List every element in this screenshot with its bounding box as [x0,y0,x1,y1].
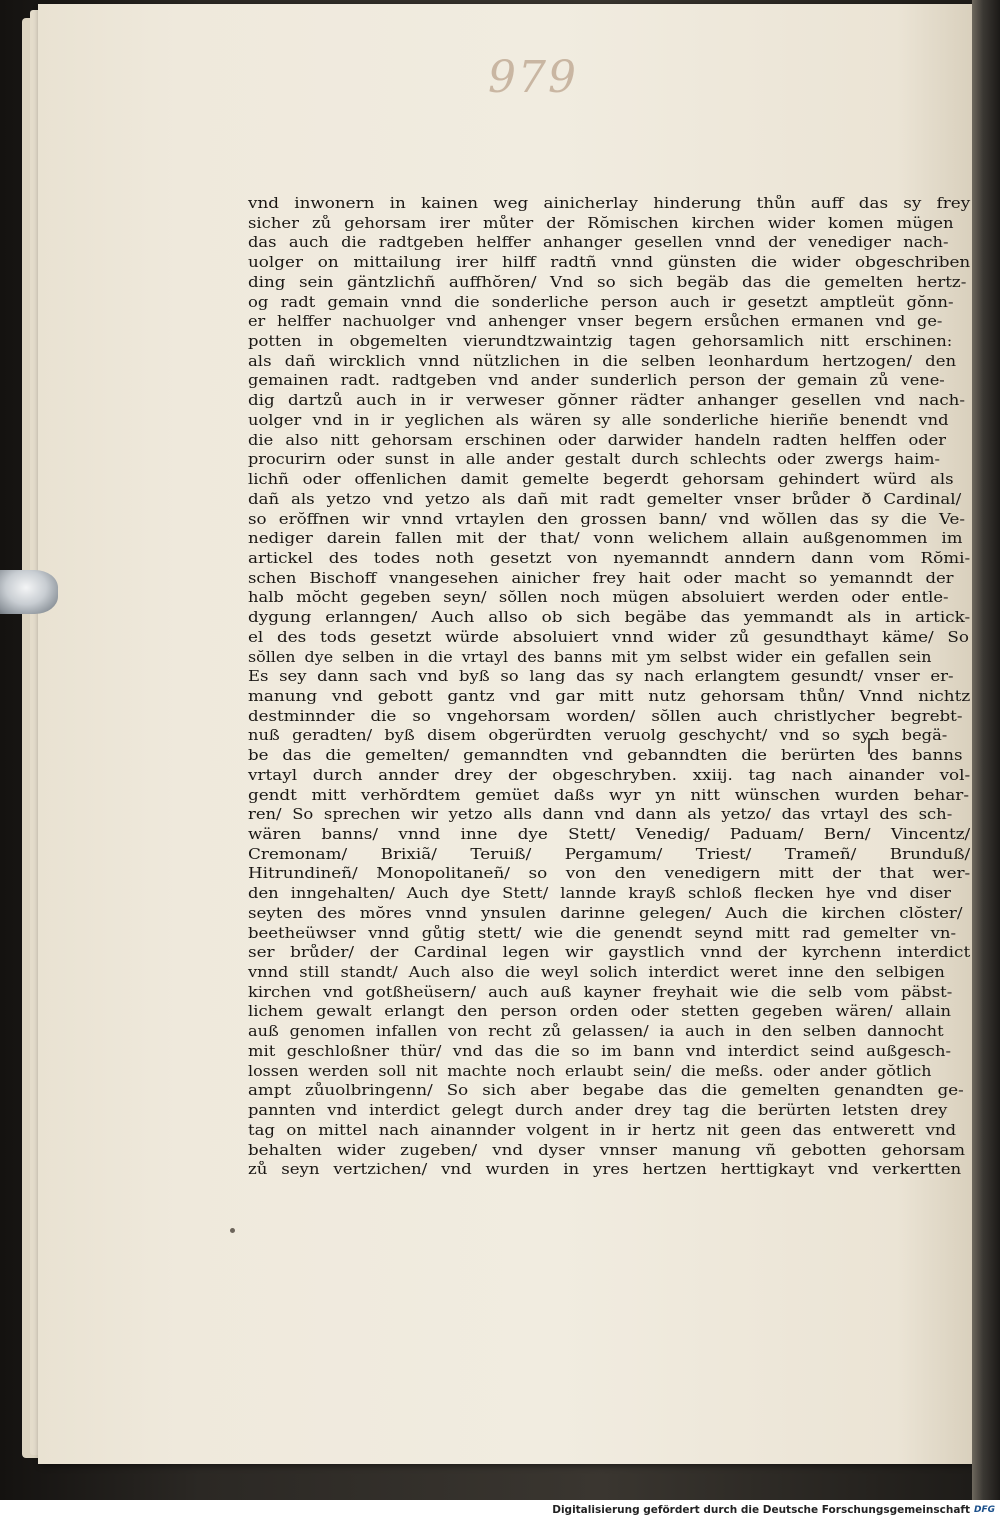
text-line: dañ als yetzo vnd yetzo als dañ mit radt gemelter vnser brůder ð Cardinal/ [248,490,962,508]
text-line: Cremonam/ Brixiã/ Teruiß/ Pergamum/ Triest/ Trameñ/ Brunduß/ [248,845,971,863]
footer-bar [0,1500,1000,1523]
text-line: nediger darein fallen mit der that/ vonn welichem allain außgenommen im [248,530,963,548]
text-line: gemainen radt. radtgeben vnd ander sunderlich person der gemain zů vene- [248,372,945,390]
text-line: beetheüwser vnnd gůtig stett/ wie die genendt seynd mitt rad gemelter vn- [248,924,957,942]
margin-mark [868,738,880,754]
text-line: wären banns/ vnnd inne dye Stett/ Venedig/ Paduam/ Bern/ Vincentz/ [248,826,971,843]
text-line: manung vnd gebott gantz vnd gar mitt nutz gehorsam thůn/ Vnnd nichtz [248,687,971,705]
text-line: be das die gemelten/ gemanndten vnd gebanndten die berürten des banns [248,747,963,765]
text-line: gendt mitt verhŏrdtem gemüet daßs wyr yn nitt wünschen wurden behar- [248,786,969,804]
text-line: schen Bischoff vnangesehen ainicher frey hait oder macht so yemanndt der [248,569,954,587]
text-line: dig dartzů auch in ir verweser gŏnner rädter anhanger gesellen vnd nach- [248,392,966,410]
text-line: das auch die radtgeben helffer anhanger gesellen vnnd der venediger nach- [248,234,949,252]
text-line: halb mŏcht gegeben seyn/ sŏllen noch mügen absoluiert werden oder entle- [248,589,949,607]
text-line: er helffer nachuolger vnd anhenger vnser begern ersůchen ermanen vnd ge- [248,313,943,331]
text-line: procurirn oder sunst in alle ander gestalt durch schlechts oder zwergs haim- [248,451,940,469]
text-line: el des tods gesetzt würde absoluiert vnnd wider zů gesundthayt käme/ So [248,628,969,646]
text-line: vnnd still standt/ Auch also die weyl solich interdict weret inne den selbigen [248,964,945,982]
text-line: lichem gewalt erlangt den person orden oder stetten gegeben wären/ allain [248,1003,952,1021]
blackletter-text-block [248,194,971,1180]
text-line: nuß geradten/ byß disem obgerürdten veruolg geschycht/ vnd so sych begä- [248,727,948,745]
book-spine-edge [972,0,1000,1500]
text-line: ser brůder/ der Cardinal legen wir gaystlich vnnd der kyrchenn interdict [248,944,971,962]
text-line: behalten wider zugeben/ vnd dyser vnnser manung vñ gebotten gehorsam [248,1141,966,1159]
text-line: Es sey dann sach vnd byß so lang das sy nach erlangtem gesundt/ vnser er- [248,668,954,686]
text-line: Hitrundineñ/ Monopolitaneñ/ so von den venedigern mitt der that wer- [248,865,971,883]
text-line: potten in obgemelten vierundtzwaintzig tagen gehorsamlich nitt erschinen: [248,333,953,351]
dfg-logo: DFG [973,1505,995,1515]
text-line: ampt zůuolbringenn/ So sich aber begabe das die gemelten genandten ge- [248,1082,964,1100]
text-line: lichñ oder offenlichen damit gemelte begerdt gehorsam gehindert würd als [248,471,954,489]
text-line: als dañ wircklich vnnd nützlichen in die selben leonhardum hertzogen/ den [248,352,957,370]
text-line: sŏllen dye selben in die vrtayl des banns mit ym selbst wider ein gefallen sein [248,648,932,666]
text-line: og radt gemain vnnd die sonderliche person auch ir gesetzt amptleüt gŏnn- [248,293,954,311]
text-line: tag on mittel nach ainannder volgent in ir hertz nit geen das entwerett vnd [248,1121,957,1139]
text-line: vrtayl durch annder drey der obgeschryben. xxiij. tag nach ainander vol- [248,766,971,784]
text-line: lossen werden soll nit machte noch erlaubt sein/ die meßs. oder ander gŏtlich [248,1062,932,1080]
text-line: uolger on mittailung irer hilff radtñ vnnd günsten die wider obgeschriben [248,254,971,272]
funding-credit: Digitalisierung gefördert durch die Deutsche Forschungsgemeinschaft [552,1504,970,1516]
page-clip [0,570,58,614]
text-line: vnd inwonern in kainen weg ainicherlay hinderung thůn auff das sy frey [248,195,971,212]
text-line: destminnder die so vngehorsam worden/ sŏllen auch christlycher begrebt- [248,707,963,725]
text-line: zů seyn vertzichen/ vnd wurden in yres hertzen herttigkayt vnd verkertten [248,1161,962,1179]
text-line: pannten vnd interdict gelegt durch ander drey tag die berürten letsten drey [248,1102,948,1120]
text-line: mit geschloßner thür/ vnd das die so im bann vnd interdict seind außgesch- [248,1042,952,1060]
text-line: ding sein gäntzlichñ auffhŏren/ Vnd so sich begäb das die gemelten hertz- [248,273,967,291]
text-line: uolger vnd in ir yeglichen als wären sy alle sonderliche hieriñe benendt vnd [248,411,949,429]
text-line: auß genomen infallen von recht zů gelassen/ ia auch in den selben dannocht [248,1023,944,1041]
text-line: sicher zů gehorsam irer můter der Rŏmischen kirchen wider komen mügen [248,214,954,232]
text-line: die also nitt gehorsam erschinen oder darwider handeln radten helffen oder [248,431,947,449]
text-line: so erŏffnen wir vnnd vrtaylen den grossen bann/ vnd wŏllen das sy die Ve- [248,510,966,528]
folio-number: 979 [488,52,578,103]
text-line: ren/ So sprechen wir yetzo alls dann vnd dann als yetzo/ das vrtayl des sch- [248,806,953,824]
text-line: den inngehalten/ Auch dye Stett/ lannde krayß schloß flecken hye vnd diser [248,885,952,903]
text-line: seyten des mŏres vnnd ynsulen darinne gelegen/ Auch die kirchen clŏster/ [248,904,963,922]
text-line: artickel des todes noth gesetzt von nyemanndt anndern dann vom Rŏmi- [248,549,971,567]
text-line: kirchen vnd gotßheüsern/ auch auß kayner freyhait wie die selb vom päbst- [248,983,953,1001]
text-line: dygung erlanngen/ Auch allso ob sich begäbe das yemmandt als in artick- [248,609,971,627]
ink-spot [230,1228,235,1233]
